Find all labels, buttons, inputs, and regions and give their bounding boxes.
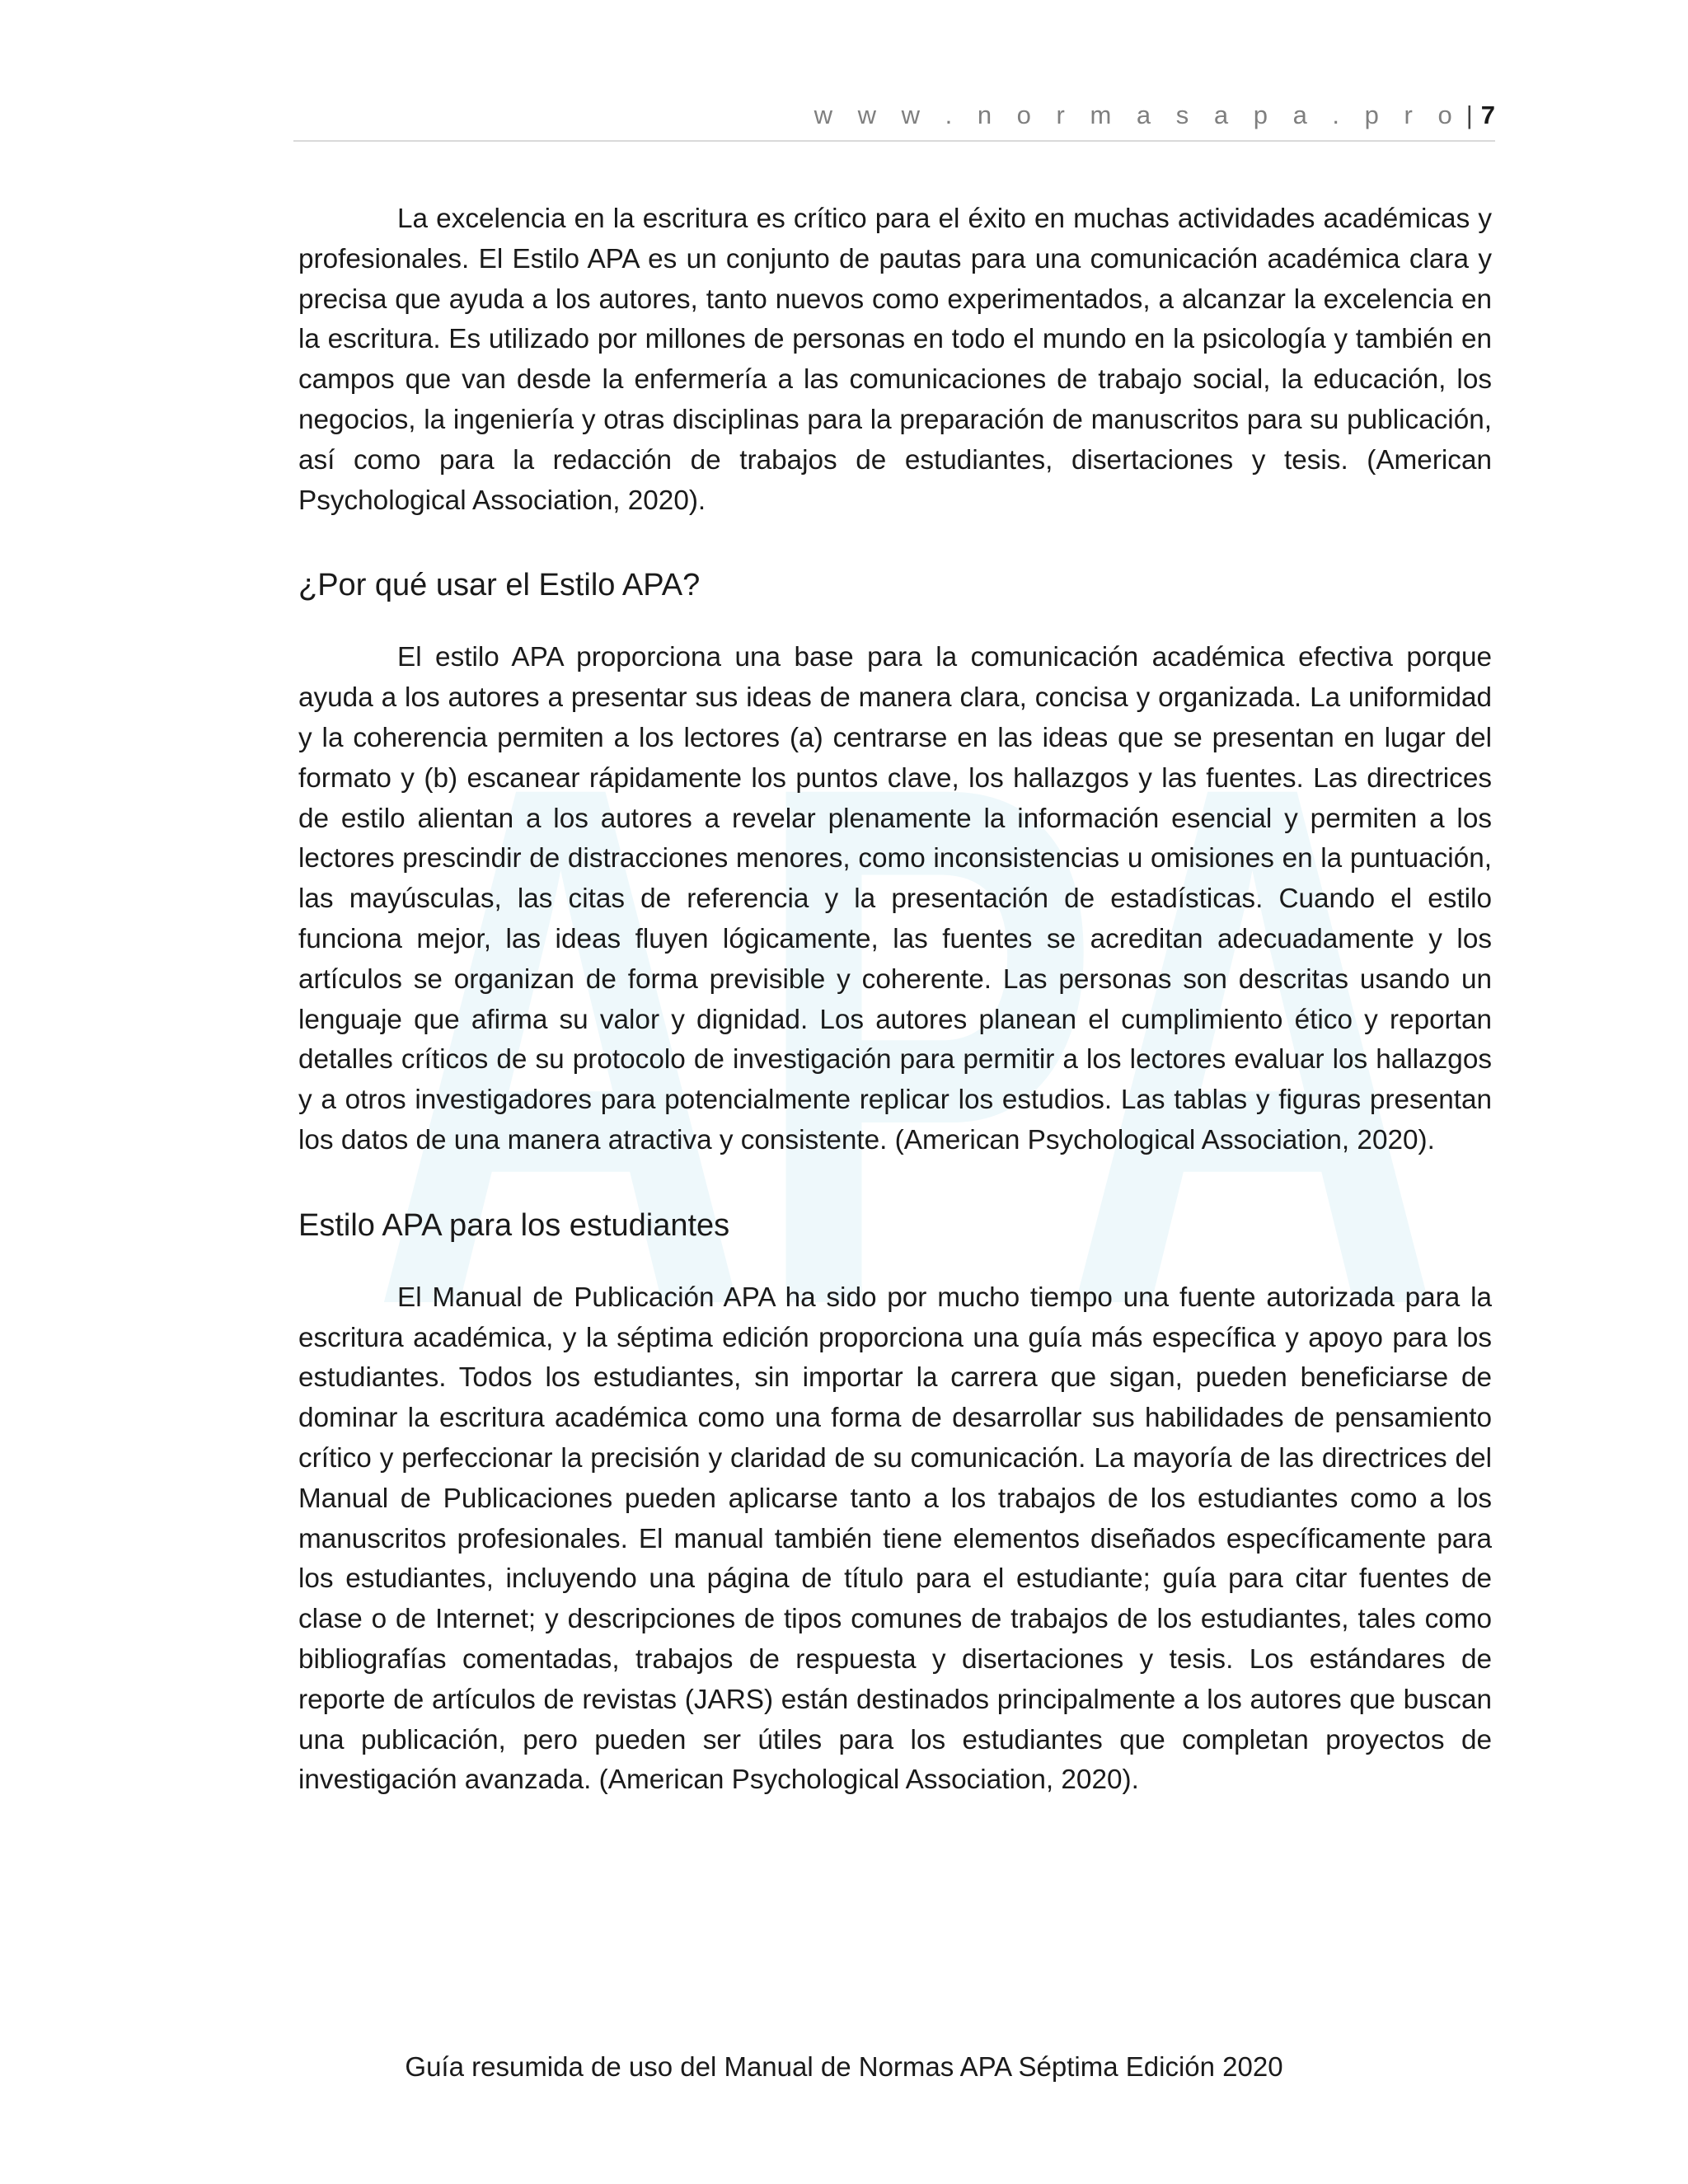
website-url[interactable]: w w w . n o r m a s a p a . p r o <box>814 101 1461 129</box>
page-number: 7 <box>1480 101 1495 129</box>
students-paragraph: El Manual de Publicación APA ha sido por mucho tiempo una fuente autorizada para la escritura académica, y la séptima edición proporciona una guía más específica y apoyo para los estudiantes. Todos los estudiantes, sin importar la carrera que sigan, pueden beneficiarse de dominar la escritura académica como una forma de desarrollar sus habilidades de pensamiento crítico y perfeccionar la precisión y claridad de su comunicación. La mayoría de las directrices del Manual de Publicaciones pueden aplicarse tanto a los trabajos de los estudiantes como a los manuscritos profesionales. El manual también tiene elementos diseñados específicamente para los estudiantes, incluyendo una página de título para el estudiante; guía para citar fuentes de clase o de Internet; y descripciones de tipos comunes de trabajos de los estudiantes, tales como bibliografías comentadas, trabajos de respuesta y disertaciones y tesis. Los estándares de reporte de artículos de revistas (JARS) están destinados principalmente a los autores que buscan una publicación, pero pueden ser útiles para los estudiantes que completan proyectos de investigación avanzada. (American Psychological Association, 2020). <box>298 1282 1492 1796</box>
why-apa-paragraph: El estilo APA proporciona una base para la comunicación académica efectiva porque ayuda a los autores a presentar sus ideas de manera clara, concisa y organizada. La uniformidad y la coherencia permiten a los lectores (a) centrarse en las ideas que se presentan en lugar del formato y (b) escanear rápidamente los puntos clave, los hallazgos y las fuentes. Las directrices de estilo alientan a los autores a revelar plenamente la información esencial y permiten a los lectores prescindir de distracciones menores, como inconsistencias u omisiones en la puntuación, las mayúsculas, las citas de referencia y la presentación de estadísticas. Cuando el estilo funciona mejor, las ideas fluyen lógicamente, las fuentes se acreditan adecuadamente y los artículos se organizan de forma previsible y coherente. Las personas son descritas usando un lenguaje que afirma su valor y dignidad. Los autores planean el cumplimiento ético y reportan detalles críticos de su protocolo de investigación para permitir a los lectores evaluar los hallazgos y a otros investigadores para potencialmente replicar los estudios. Las tablas y figuras presentan los datos de una manera atractiva y consistente. (American Psychological Association, 2020). <box>298 642 1492 1155</box>
page-footer: Guía resumida de uso del Manual de Normas APA Séptima Edición 2020 <box>405 2051 1283 2082</box>
header-right <box>814 102 1495 128</box>
page-content <box>298 199 1492 1801</box>
section-heading-students: Estilo APA para los estudiantes <box>298 1207 730 1243</box>
section-heading-why-apa: ¿Por qué usar el Estilo APA? <box>298 568 701 603</box>
page-header <box>293 97 1495 142</box>
watermark-text: APA <box>371 725 1442 1319</box>
header-separator: | <box>1465 101 1473 129</box>
intro-paragraph: La excelencia en la escritura es crítico para el éxito en muchas actividades académicas y profesionales. El Estilo APA es un conjunto de pautas para una comunicación académica clara y precisa que ayuda a los autores, tanto nuevos como experimentados, a alcanzar la excelencia en la escritura. Es utilizado por millones de personas en todo el mundo en la psicología y también en campos que van desde la enfermería a las comunicaciones de trabajo social, la educación, los negocios, la ingeniería y otras disciplinas para la preparación de manuscritos para su publicación, así como para la redacción de trabajos de estudiantes, disertaciones y tesis. (American Psychological Association, 2020). <box>298 204 1492 516</box>
